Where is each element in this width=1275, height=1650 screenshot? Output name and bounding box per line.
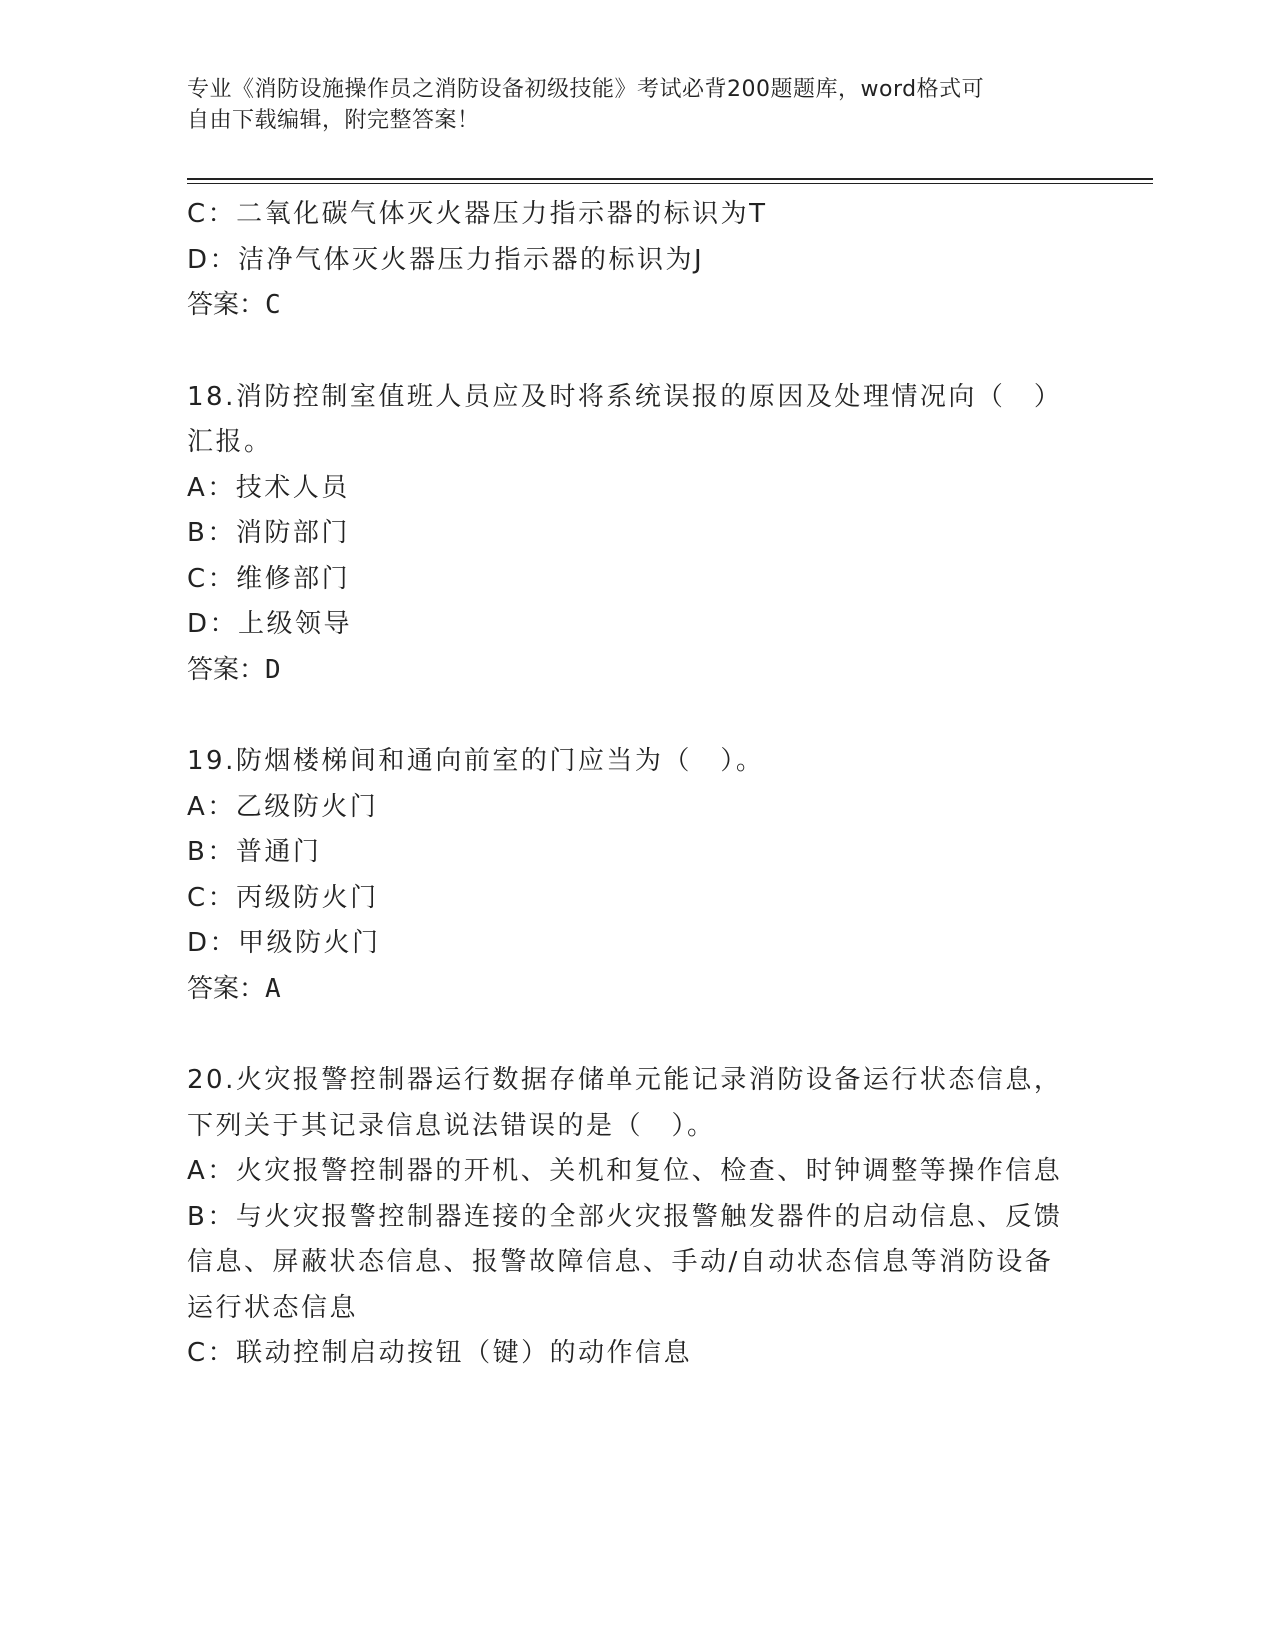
option-c: C：联动控制启动按钮（键）的动作信息 [187, 1338, 693, 1368]
header-line-2: 自由下载编辑，附完整答案！ [187, 108, 480, 133]
option-b: 信息、屏蔽状态信息、报警故障信息、手动/自动状态信息等消防设备 [187, 1247, 1054, 1277]
option-d: D：洁净气体灭火器压力指示器的标识为J [187, 244, 705, 275]
document-header [187, 74, 1067, 136]
option-b: B：与火灾报警控制器连接的全部火灾报警触发器件的启动信息、反馈 [187, 1201, 1063, 1232]
header-rule-thin [187, 183, 1153, 184]
question-stem: 20.火灾报警控制器运行数据存储单元能记录消防设备运行状态信息， [187, 1065, 1063, 1095]
option-b: B：消防部门 [187, 518, 350, 548]
option-a: A：乙级防火门 [187, 791, 379, 822]
question-18 [187, 375, 1077, 694]
answer: 答案：C [187, 290, 281, 320]
question-17 [187, 192, 1077, 329]
option-a: A：技术人员 [187, 472, 350, 503]
answer: 答案：A [187, 973, 281, 1004]
question-stem: 下列关于其记录信息说法错误的是（ ）。 [187, 1110, 716, 1141]
option-b: B：普通门 [187, 837, 322, 867]
question-list [187, 192, 1077, 1377]
option-c: C：丙级防火门 [187, 882, 379, 913]
question-19 [187, 739, 1077, 1012]
option-d: D：上级领导 [187, 609, 353, 639]
option-c: C：维修部门 [187, 563, 351, 594]
header-rule-thick [187, 178, 1153, 180]
option-b: 运行状态信息 [187, 1292, 359, 1323]
header-line-1: 专业《消防设施操作员之消防设备初级技能》考试必背200题题库，word格式可 [187, 77, 985, 102]
option-d: D：甲级防火门 [187, 928, 381, 958]
question-20 [187, 1058, 1077, 1377]
question-stem: 19.防烟楼梯间和通向前室的门应当为（ ）。 [187, 746, 765, 776]
answer: 答案：D [187, 654, 281, 685]
question-stem: 18.消防控制室值班人员应及时将系统误报的原因及处理情况向（ ） [187, 381, 1063, 412]
option-c: C：二氧化碳气体灭火器压力指示器的标识为T [187, 199, 768, 229]
option-a: A：火灾报警控制器的开机、关机和复位、检查、时钟调整等操作信息 [187, 1156, 1063, 1186]
question-stem: 汇报。 [187, 427, 273, 457]
